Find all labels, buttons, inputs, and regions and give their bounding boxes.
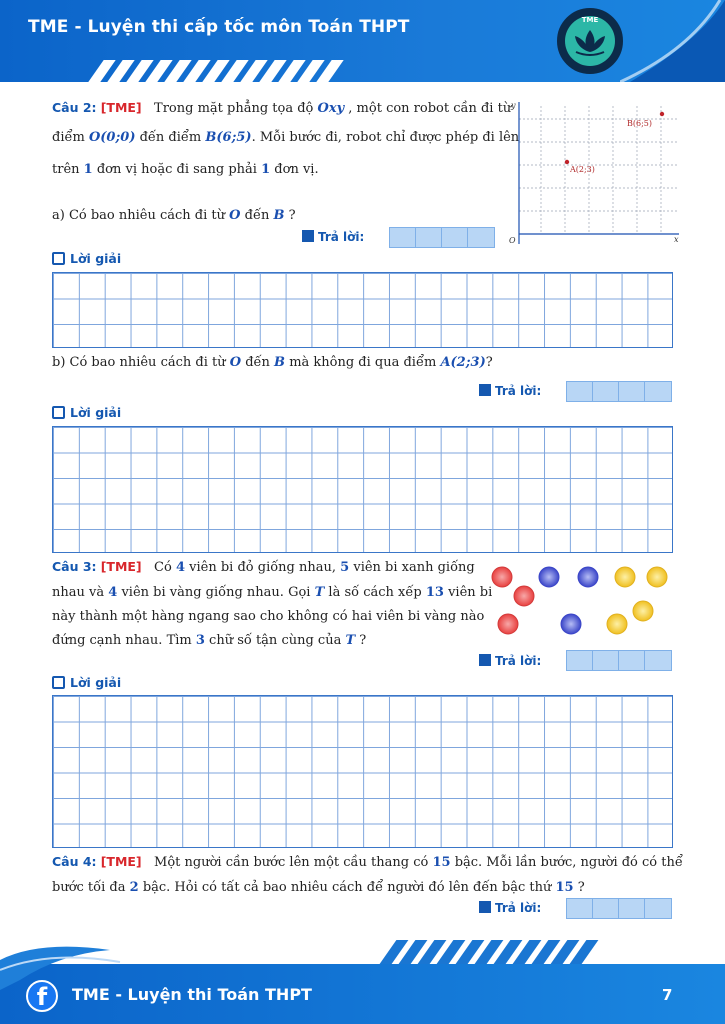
pen-icon [479, 901, 491, 913]
q2-text: đơn vị hoặc đi sang phải [96, 162, 257, 177]
q3-num: 5 [340, 560, 350, 575]
q2b-answer-label [479, 384, 541, 398]
x-axis-label: x [674, 235, 679, 244]
q4-label: Câu 4: [52, 854, 97, 869]
q3-text: viên bi đỏ giống nhau, [189, 560, 337, 575]
q4-tag: [TME] [100, 854, 142, 869]
yellow-marble [633, 601, 653, 621]
q2b-answer-boxes[interactable] [566, 381, 672, 402]
q2-math-B: B(6;5) [205, 130, 252, 145]
q3-num: 4 [175, 560, 186, 575]
q2-math-oxy: Oxy [317, 101, 345, 116]
q2-line1 [52, 99, 511, 117]
q2a-solution-label [52, 251, 121, 266]
footer-stripes [388, 940, 590, 964]
logo-text: TME [581, 16, 599, 24]
answer-label-text: Trả lời: [318, 230, 365, 244]
q3-text: nhau và [52, 585, 105, 600]
q2-label: Câu 2: [52, 100, 97, 115]
q3-answer-boxes[interactable] [566, 650, 672, 671]
q3-text: ? [359, 633, 367, 648]
q3-text: viên bi xanh giống [353, 560, 475, 575]
q2-coordinate-chart [505, 96, 683, 248]
q2a-answer-boxes[interactable] [389, 227, 495, 248]
origin-label: O [509, 236, 516, 245]
q2-text: Trong mặt phẳng tọa độ [154, 101, 314, 116]
q2b-part: đến [245, 355, 270, 370]
solution-label-text: Lời giải [70, 675, 122, 690]
page-footer [0, 940, 725, 1024]
q2-line3 [52, 161, 319, 178]
q2a-solution-grid[interactable] [52, 272, 673, 348]
q2-text: điểm [52, 130, 85, 145]
edit-icon [52, 406, 65, 419]
q3-line3: này thành một hàng ngang sao cho không có hai viên bi vàng nào [52, 609, 485, 624]
q4-answer-boxes[interactable] [566, 898, 672, 919]
q3-text: là số cách xếp [328, 585, 422, 600]
header-title: TME - Luyện thi cấp tốc môn Toán THPT [28, 17, 410, 37]
red-marble [514, 586, 534, 606]
q2a-part: đến [244, 208, 270, 223]
lotus-icon [570, 24, 610, 58]
q4-line1 [52, 853, 683, 871]
q2-math-O: O(0;0) [88, 130, 136, 145]
edit-icon [52, 676, 65, 689]
q4-num: 2 [129, 880, 139, 895]
q3-num: 13 [425, 585, 444, 600]
q2a-text [52, 207, 296, 224]
q3-num: 4 [108, 585, 118, 600]
q2a-math-O: O [229, 208, 241, 223]
q2a-part: ? [288, 208, 296, 223]
q2-text: đến điểm [139, 130, 202, 145]
q3-tag: [TME] [100, 559, 142, 574]
q2-num: 1 [261, 162, 271, 177]
q4-num: 15 [555, 880, 574, 895]
q3-label: Câu 3: [52, 559, 97, 574]
point-B-label: B(6;5) [627, 119, 652, 128]
q2b-part: ? [485, 355, 493, 370]
q2-text: , một con robot cần đi từ [348, 101, 512, 116]
q2-text: . Mỗi bước đi, robot chỉ được phép đi lên [251, 130, 520, 145]
q3-text: Có [154, 560, 172, 575]
q2-num: 1 [83, 162, 93, 177]
pen-icon [302, 230, 314, 242]
footer-wave-decoration [0, 940, 130, 1024]
q3-math-T: T [314, 585, 325, 600]
point-B [660, 112, 664, 116]
tme-logo [557, 8, 623, 74]
q4-text: ? [577, 880, 585, 895]
q4-text: bậc. Hỏi có tất cả bao nhiêu cách để người đó lên đến bậc thứ [142, 880, 552, 895]
blue-marble [539, 567, 559, 587]
solution-label-text: Lời giải [70, 405, 122, 420]
q3-line1 [52, 558, 475, 576]
pen-icon [479, 654, 491, 666]
point-A [565, 160, 569, 164]
q3-marbles-illustration [488, 560, 673, 645]
q4-line2 [52, 879, 585, 896]
q3-answer-label [479, 654, 541, 668]
q4-answer-label [479, 901, 541, 915]
footer-title: TME - Luyện thi Toán THPT [72, 985, 312, 1004]
q3-math-T: T [345, 633, 356, 648]
red-marble [498, 614, 518, 634]
q2b-math-O: O [229, 355, 242, 370]
q2b-part: mà không đi qua điểm [289, 355, 437, 370]
q2-text: đơn vị. [274, 162, 319, 177]
q2a-answer-label [302, 230, 364, 244]
yellow-marble [607, 614, 627, 634]
answer-label-text: Trả lời: [495, 654, 542, 668]
q2a-part: a) Có bao nhiêu cách đi từ [52, 208, 226, 223]
q3-text: viên bi vàng giống nhau. Gọi [121, 585, 311, 600]
yellow-marble [615, 567, 635, 587]
facebook-icon[interactable]: f [26, 980, 58, 1012]
answer-label-text: Trả lời: [495, 384, 542, 398]
q3-solution-grid[interactable] [52, 695, 673, 848]
q4-text: Một người cần bước lên một cầu thang có [154, 855, 429, 870]
edit-icon [52, 252, 65, 265]
q4-num: 15 [432, 855, 451, 870]
red-marble [492, 567, 512, 587]
q2b-math-A: A(2;3) [440, 355, 486, 370]
q3-line2 [52, 584, 492, 601]
page-number: 7 [662, 986, 673, 1004]
y-axis-label: y [511, 101, 516, 110]
q3-line4 [52, 632, 366, 649]
answer-label-text: Trả lời: [495, 901, 542, 915]
blue-marble [578, 567, 598, 587]
header-arc-decoration [620, 0, 725, 82]
q4-text: bước tối đa [52, 880, 126, 895]
q3-text: đứng cạnh nhau. Tìm [52, 633, 192, 648]
q2a-math-B: B [273, 208, 285, 223]
header-stripes [96, 60, 336, 82]
q3-text: chữ số tận cùng của [209, 633, 342, 648]
q3-text: viên bi [448, 585, 493, 600]
q3-solution-label [52, 675, 121, 690]
q2-tag: [TME] [100, 100, 142, 115]
yellow-marble [647, 567, 667, 587]
q2b-part: b) Có bao nhiêu cách đi từ [52, 355, 226, 370]
q2b-solution-label [52, 405, 121, 420]
solution-label-text: Lời giải [70, 251, 122, 266]
point-A-label: A(2;3) [570, 165, 595, 174]
q4-text: bậc. Mỗi lần bước, người đó có thể [454, 855, 683, 870]
q2b-text [52, 354, 493, 371]
blue-marble [561, 614, 581, 634]
q2b-solution-grid[interactable] [52, 426, 673, 553]
pen-icon [479, 384, 491, 396]
q2-text: trên [52, 162, 80, 177]
q2b-math-B: B [274, 355, 286, 370]
page-header [0, 0, 725, 82]
q3-num: 3 [195, 633, 205, 648]
q2-line2 [52, 129, 519, 146]
